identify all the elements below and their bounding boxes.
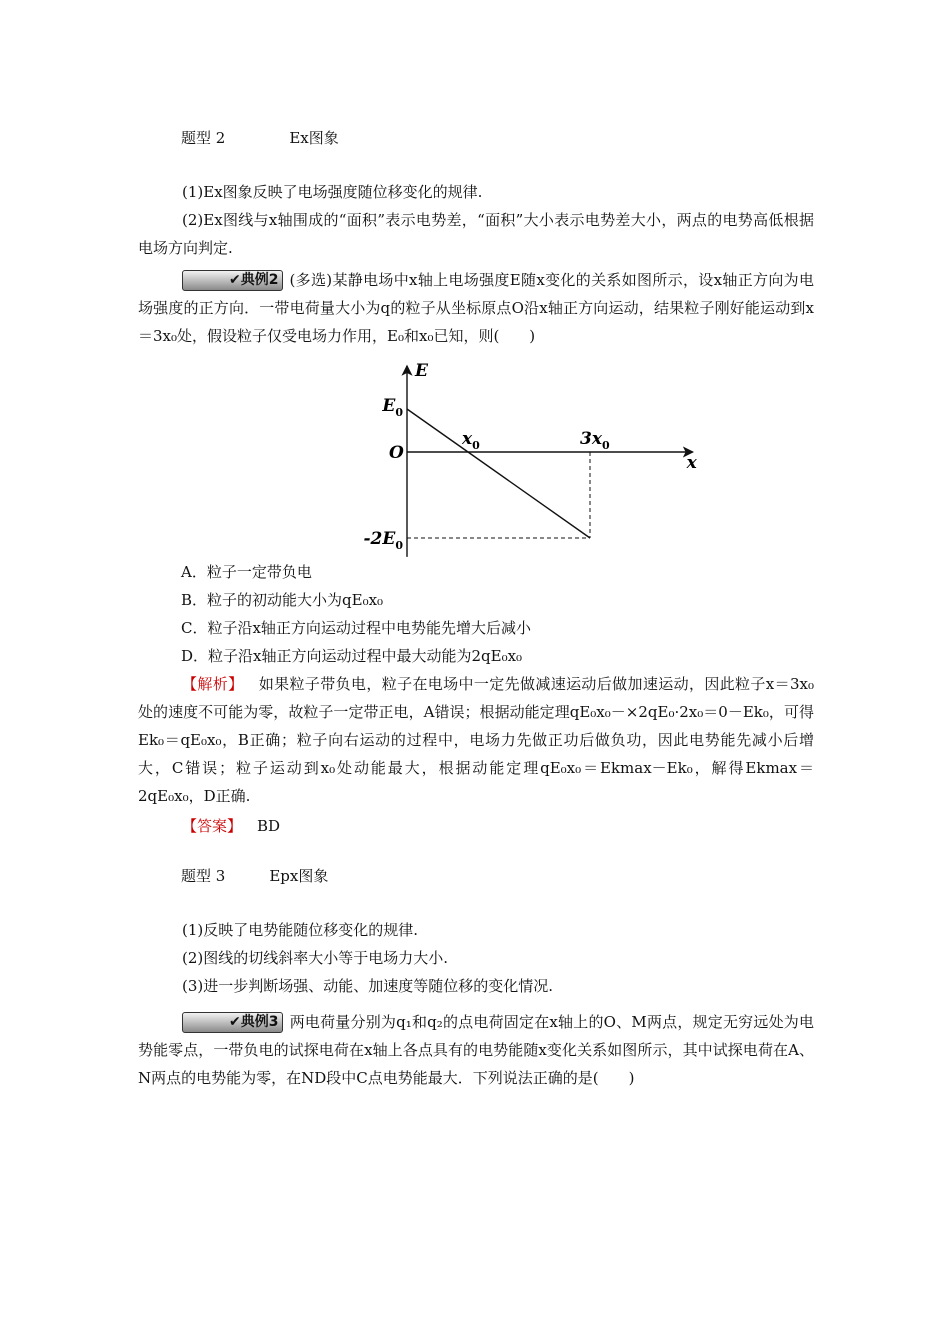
- e-x-graph: [345, 358, 697, 552]
- option-d: D．粒子沿x轴正方向运动过程中最大动能为2qE₀x₀: [181, 647, 523, 665]
- analysis-text: 如果粒子带负电，粒子在电场中一定先做减速运动后做加速运动，因此粒子x＝3x₀处的速度不可能为零，故粒子一定带正电，A错误；根据动能定理qE₀x₀－×2qE₀·2x₀＝0－Ek₀，可得Ek₀＝qE₀x₀，B正确；粒子向右运动的过程中，电场力先做正功后做负功，因此电势能先减小后增大，C错误；粒子运动到x₀处动能最大，根据动能定理qE₀x₀＝Ekmax－Ek₀，解得Ekmax＝2qE₀x₀，D正确.: [138, 675, 814, 805]
- example2-badge-label: 典例2: [240, 272, 279, 288]
- x-axis-label: x: [686, 453, 697, 473]
- example3-question-text: 两电荷量分别为q₁和q₂的点电荷固定在x轴上的O、M两点，规定无穷远处为电势能零点，一带负电的试探电荷在x轴上各点具有的电势能随x变化关系如图所示，其中试探电荷在A、N两点的电势能为零，在ND段中C点电势能最大．下列说法正确的是( ): [138, 1013, 814, 1087]
- example2-question: [138, 266, 814, 350]
- section2-heading: [181, 128, 339, 148]
- analysis-label: 【解析】: [182, 675, 244, 693]
- series-line-1: [407, 409, 590, 538]
- section2-point-1: (1)Ex图象反映了电场强度随位移变化的规律.: [182, 183, 483, 201]
- y-axis-label: E: [415, 361, 428, 381]
- option-a: A．粒子一定带负电: [181, 563, 312, 581]
- x-tick-label-x0: $x_0$: [462, 429, 480, 452]
- example3-badge-label: 典例3: [240, 1014, 279, 1030]
- section3-point-3: (3)进一步判断场强、动能、加速度等随位移的变化情况.: [182, 977, 554, 995]
- y-tick-label-e0: $E_0$: [382, 396, 403, 419]
- answer-value: BD: [257, 817, 281, 835]
- section3-point-1: (1)反映了电势能随位移变化的规律.: [182, 921, 419, 939]
- example3-question: [138, 1008, 814, 1092]
- example3-badge: ✔典例3: [182, 1012, 283, 1033]
- section2-heading-title: Ex图象: [289, 129, 339, 147]
- origin-label: O: [389, 443, 404, 463]
- example2-badge: ✔典例2: [182, 270, 283, 291]
- section3-point-2: (2)图线的切线斜率大小等于电场力大小.: [182, 949, 449, 967]
- option-b: B．粒子的初动能大小为qE₀x₀: [181, 591, 384, 609]
- analysis-paragraph: [138, 670, 814, 810]
- y-tick-label-minus-2e0: $-2E_0$: [363, 529, 403, 552]
- section3-heading-label: 题型 3: [181, 867, 226, 885]
- section2-point-2: (2)Ex图线与x轴围成的“面积”表示电势差，“面积”大小表示电势差大小，两点的电势高低根据电场方向判定.: [138, 211, 814, 257]
- section3-heading: [181, 866, 328, 886]
- answer-line: [138, 812, 814, 840]
- option-c: C．粒子沿x轴正方向运动过程中电势能先增大后减小: [181, 619, 531, 637]
- section2-heading-label: 题型 2: [181, 129, 226, 147]
- answer-label: 【答案】: [182, 817, 243, 835]
- x-tick-label-3x0: $3x_0$: [580, 429, 610, 452]
- example2-question-text: (多选)某静电场中x轴上电场强度E随x变化的关系如图所示，设x轴正方向为电场强度的正方向．一带电荷量大小为q的粒子从坐标原点O沿x轴正方向运动，结果粒子刚好能运动到x＝3x₀处，假设粒子仅受电场力作用，E₀和x₀已知，则( ): [138, 271, 814, 345]
- section3-heading-title: Epx图象: [269, 867, 329, 885]
